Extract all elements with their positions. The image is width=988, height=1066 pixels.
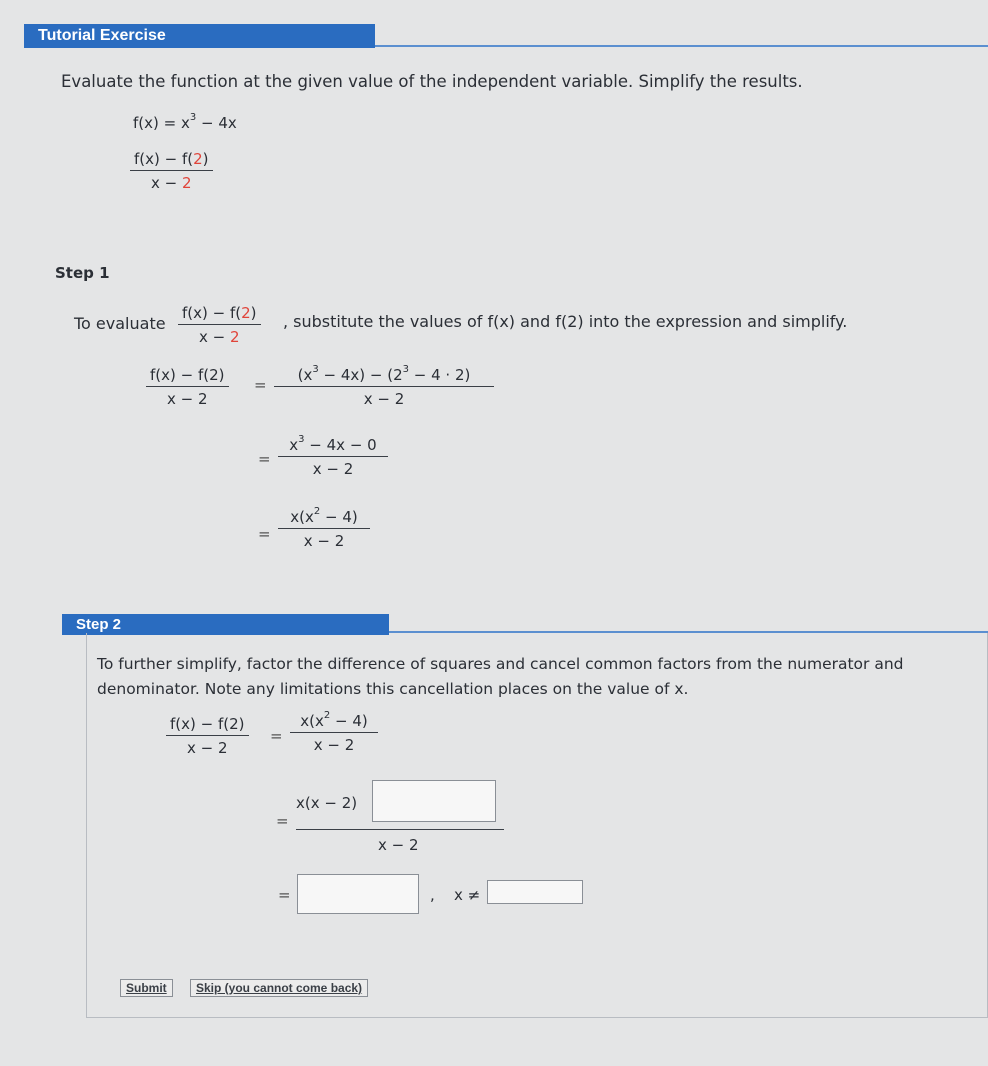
- step1-intro-prefix: To evaluate: [74, 314, 166, 333]
- step1-equals-3: =: [258, 525, 271, 543]
- step2-line2-numerator-prefix: x(x − 2): [296, 794, 358, 812]
- step1-line2-fraction: $x^3 - 4x - 0$ x − 2: [278, 436, 388, 478]
- skip-button[interactable]: Skip (you cannot come back): [190, 979, 368, 997]
- step1-line3-fraction: $x(x^2 - 4)$ x − 2: [278, 508, 370, 550]
- factor-answer-input[interactable]: [372, 780, 496, 822]
- step1-intro-suffix: , substitute the values of f(x) and f(2) into the expression and simplify.: [283, 312, 848, 331]
- step1-intro-fraction: f(x) − f(2) x − 2: [178, 304, 261, 346]
- step2-line1-fraction: $x(x^2 - 4)$ x − 2: [290, 712, 378, 754]
- tutorial-header-label: Tutorial Exercise: [38, 27, 166, 44]
- restriction-answer-input[interactable]: [487, 880, 583, 904]
- step2-line2-denominator: x − 2: [378, 836, 419, 854]
- step2-line2-fraction-bar: [296, 829, 504, 830]
- step2-label: Step 2: [76, 616, 122, 633]
- function-definition: $f(x) = x^3 - 4x$: [133, 112, 237, 132]
- header-rule: [375, 45, 988, 47]
- answer-comma: ,: [430, 886, 435, 904]
- tutorial-header: [24, 24, 375, 48]
- step1-line1-fraction: $(x^3 - 4x) - (2^3 - 4 \cdot 2)$ x − 2: [274, 366, 494, 408]
- step2-header: [62, 614, 389, 635]
- step1-equals-2: =: [258, 450, 271, 468]
- step2-equals-1: =: [270, 727, 283, 745]
- submit-button[interactable]: Submit: [120, 979, 173, 997]
- step1-lhs-fraction: f(x) − f(2) x − 2: [146, 366, 229, 408]
- step2-equals-3: =: [278, 886, 291, 904]
- step2-instruction: To further simplify, factor the difference of squares and cancel common factors from the numerator and denominator. Note any limitations this cancellation places on the value of x.: [97, 655, 904, 698]
- step2-equals-2: =: [276, 812, 289, 830]
- restriction-label: x ≠: [454, 886, 481, 904]
- problem-instruction: Evaluate the function at the given value of the independent variable. Simplify the results.: [61, 72, 803, 91]
- problem-difference-quotient: f(x) − f(2) x − 2: [130, 150, 213, 192]
- step1-label: Step 1: [55, 264, 110, 282]
- simplified-answer-input[interactable]: [297, 874, 419, 914]
- step2-lhs-fraction: f(x) − f(2) x − 2: [166, 715, 249, 757]
- step1-equals-1: =: [254, 376, 267, 394]
